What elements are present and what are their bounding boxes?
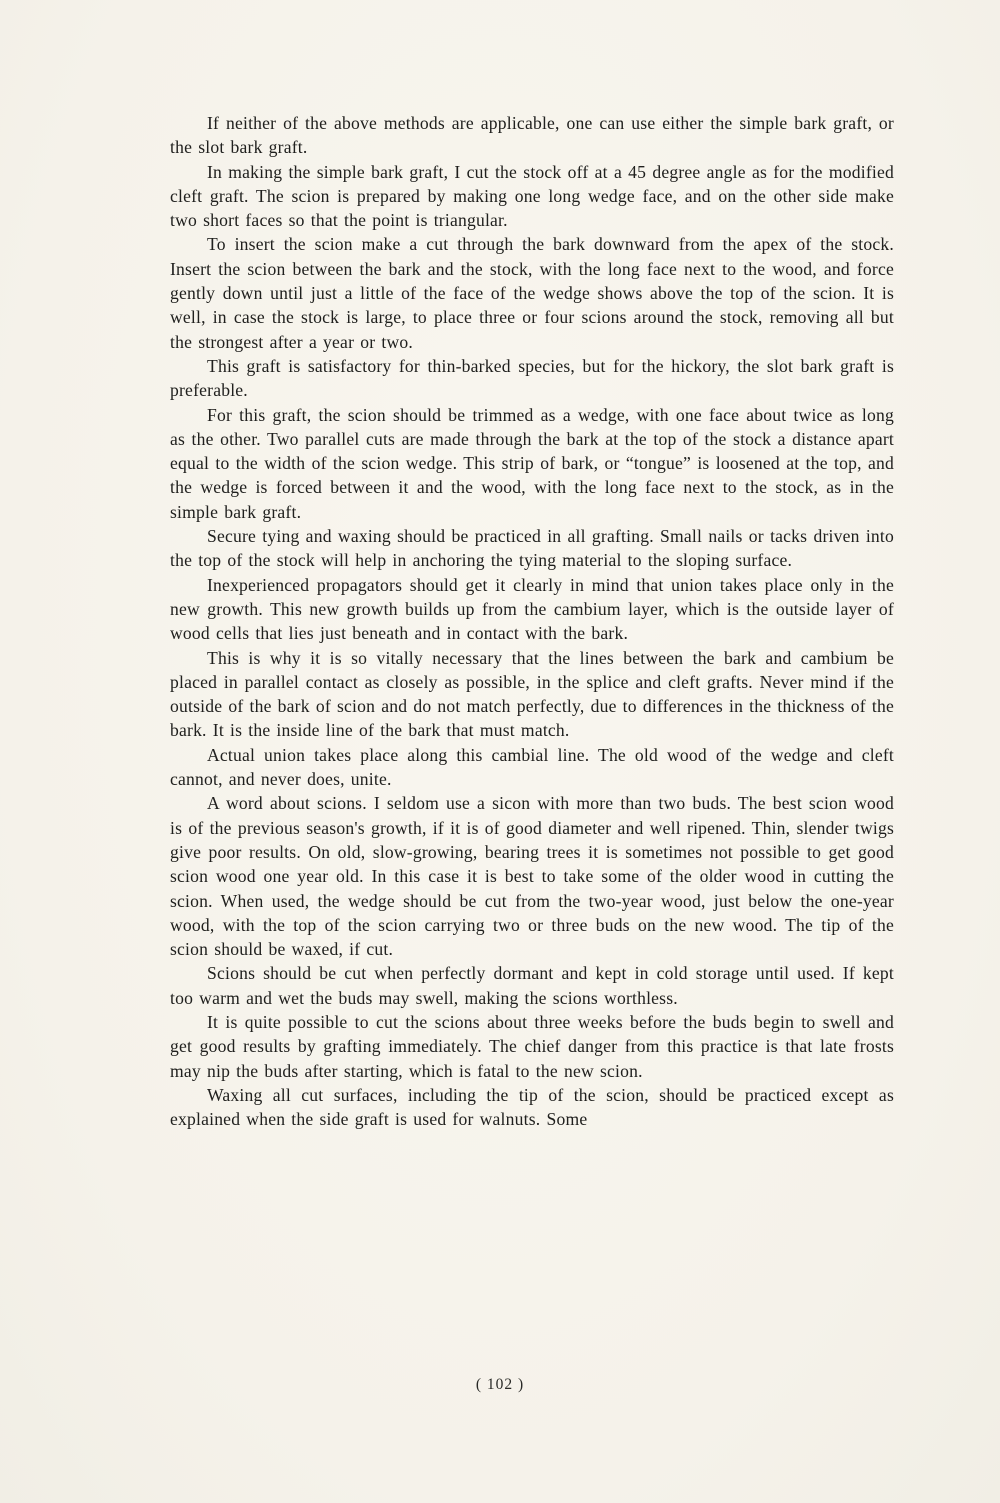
paragraph: Scions should be cut when perfectly dormant and kept in cold storage until used. If kept too warm and wet the buds may swell, making the scions worthless. <box>170 963 894 1008</box>
paragraph: It is quite possible to cut the scions about three weeks before the buds begin to swell and get good results by grafting immediately. The chief danger from this practice is that late frosts may nip the buds after starting, which is fatal to the new scion. <box>170 1011 894 1081</box>
paragraph: For this graft, the scion should be trimmed as a wedge, with one face about twice as long as the other. Two parallel cuts are made through the bark at the top of the stock a distance apart equal to the width of the scion wedge. This strip of bark, or “tongue” is loosened at the top, and the wedge is forced between it and the wood, with the long face next to the stock, as in the simple bark graft. <box>170 404 894 522</box>
paragraph: This graft is satisfactory for thin-barked species, but for the hickory, the slot bark graft is preferable. <box>170 355 894 401</box>
paragraph: If neither of the above methods are applicable, one can use either the simple bark graft, or the slot bark graft. <box>170 113 894 158</box>
paragraph: Actual union takes place along this cambial line. The old wood of the wedge and cleft cannot, and never does, unite. <box>170 744 894 790</box>
text-block <box>170 111 894 1131</box>
page-number: ( 102 ) <box>475 1376 525 1393</box>
paragraph: Inexperienced propagators should get it clearly in mind that union takes place only in the new growth. This new growth builds up from the cambium layer, which is the outside layer of wood cells that lies just beneath and in contact with the bark. <box>170 574 894 644</box>
paragraph: A word about scions. I seldom use a sicon with more than two buds. The best scion wood is of the previous season's growth, if it is of good diameter and well ripened. Thin, slender twigs give poor results. On old, slow-growing, bearing trees it is sometimes not possible to get good scion wood one year old. In this case it is best to take some of the older wood in cutting the scion. When used, the wedge should be cut from the two-year wood, just below the one-year wood, with the top of the scion carrying two or three buds on the new wood. The tip of the scion should be waxed, if cut. <box>170 793 894 960</box>
paragraph: This is why it is so vitally necessary that the lines between the bark and cambium be placed in parallel contact as closely as possible, in the splice and cleft grafts. Never mind if the outside of the bark of scion and do not match perfectly, due to differences in the thickness of the bark. It is the inside line of the bark that must match. <box>170 647 894 741</box>
paragraph: Secure tying and waxing should be practiced in all grafting. Small nails or tacks driven into the top of the stock will help in anchoring the tying material to the sloping surface. <box>170 526 894 571</box>
paragraph: To insert the scion make a cut through the bark downward from the apex of the stock. Insert the scion between the bark and the stock, with the long face next to the wood, and force gently down until just a little of the face of the wedge shows above the top of the scion. It is well, in case the stock is large, to place three or four scions around the stock, removing all but the strongest after a year or two. <box>170 234 894 352</box>
paragraph: Waxing all cut surfaces, including the tip of the scion, should be practiced except as explained when the side graft is used for walnuts. Some <box>170 1084 894 1130</box>
paragraph: In making the simple bark graft, I cut the stock off at a 45 degree angle as for the modified cleft graft. The scion is prepared by making one long wedge face, and on the other side make two short faces so that the point is triangular. <box>170 161 894 231</box>
